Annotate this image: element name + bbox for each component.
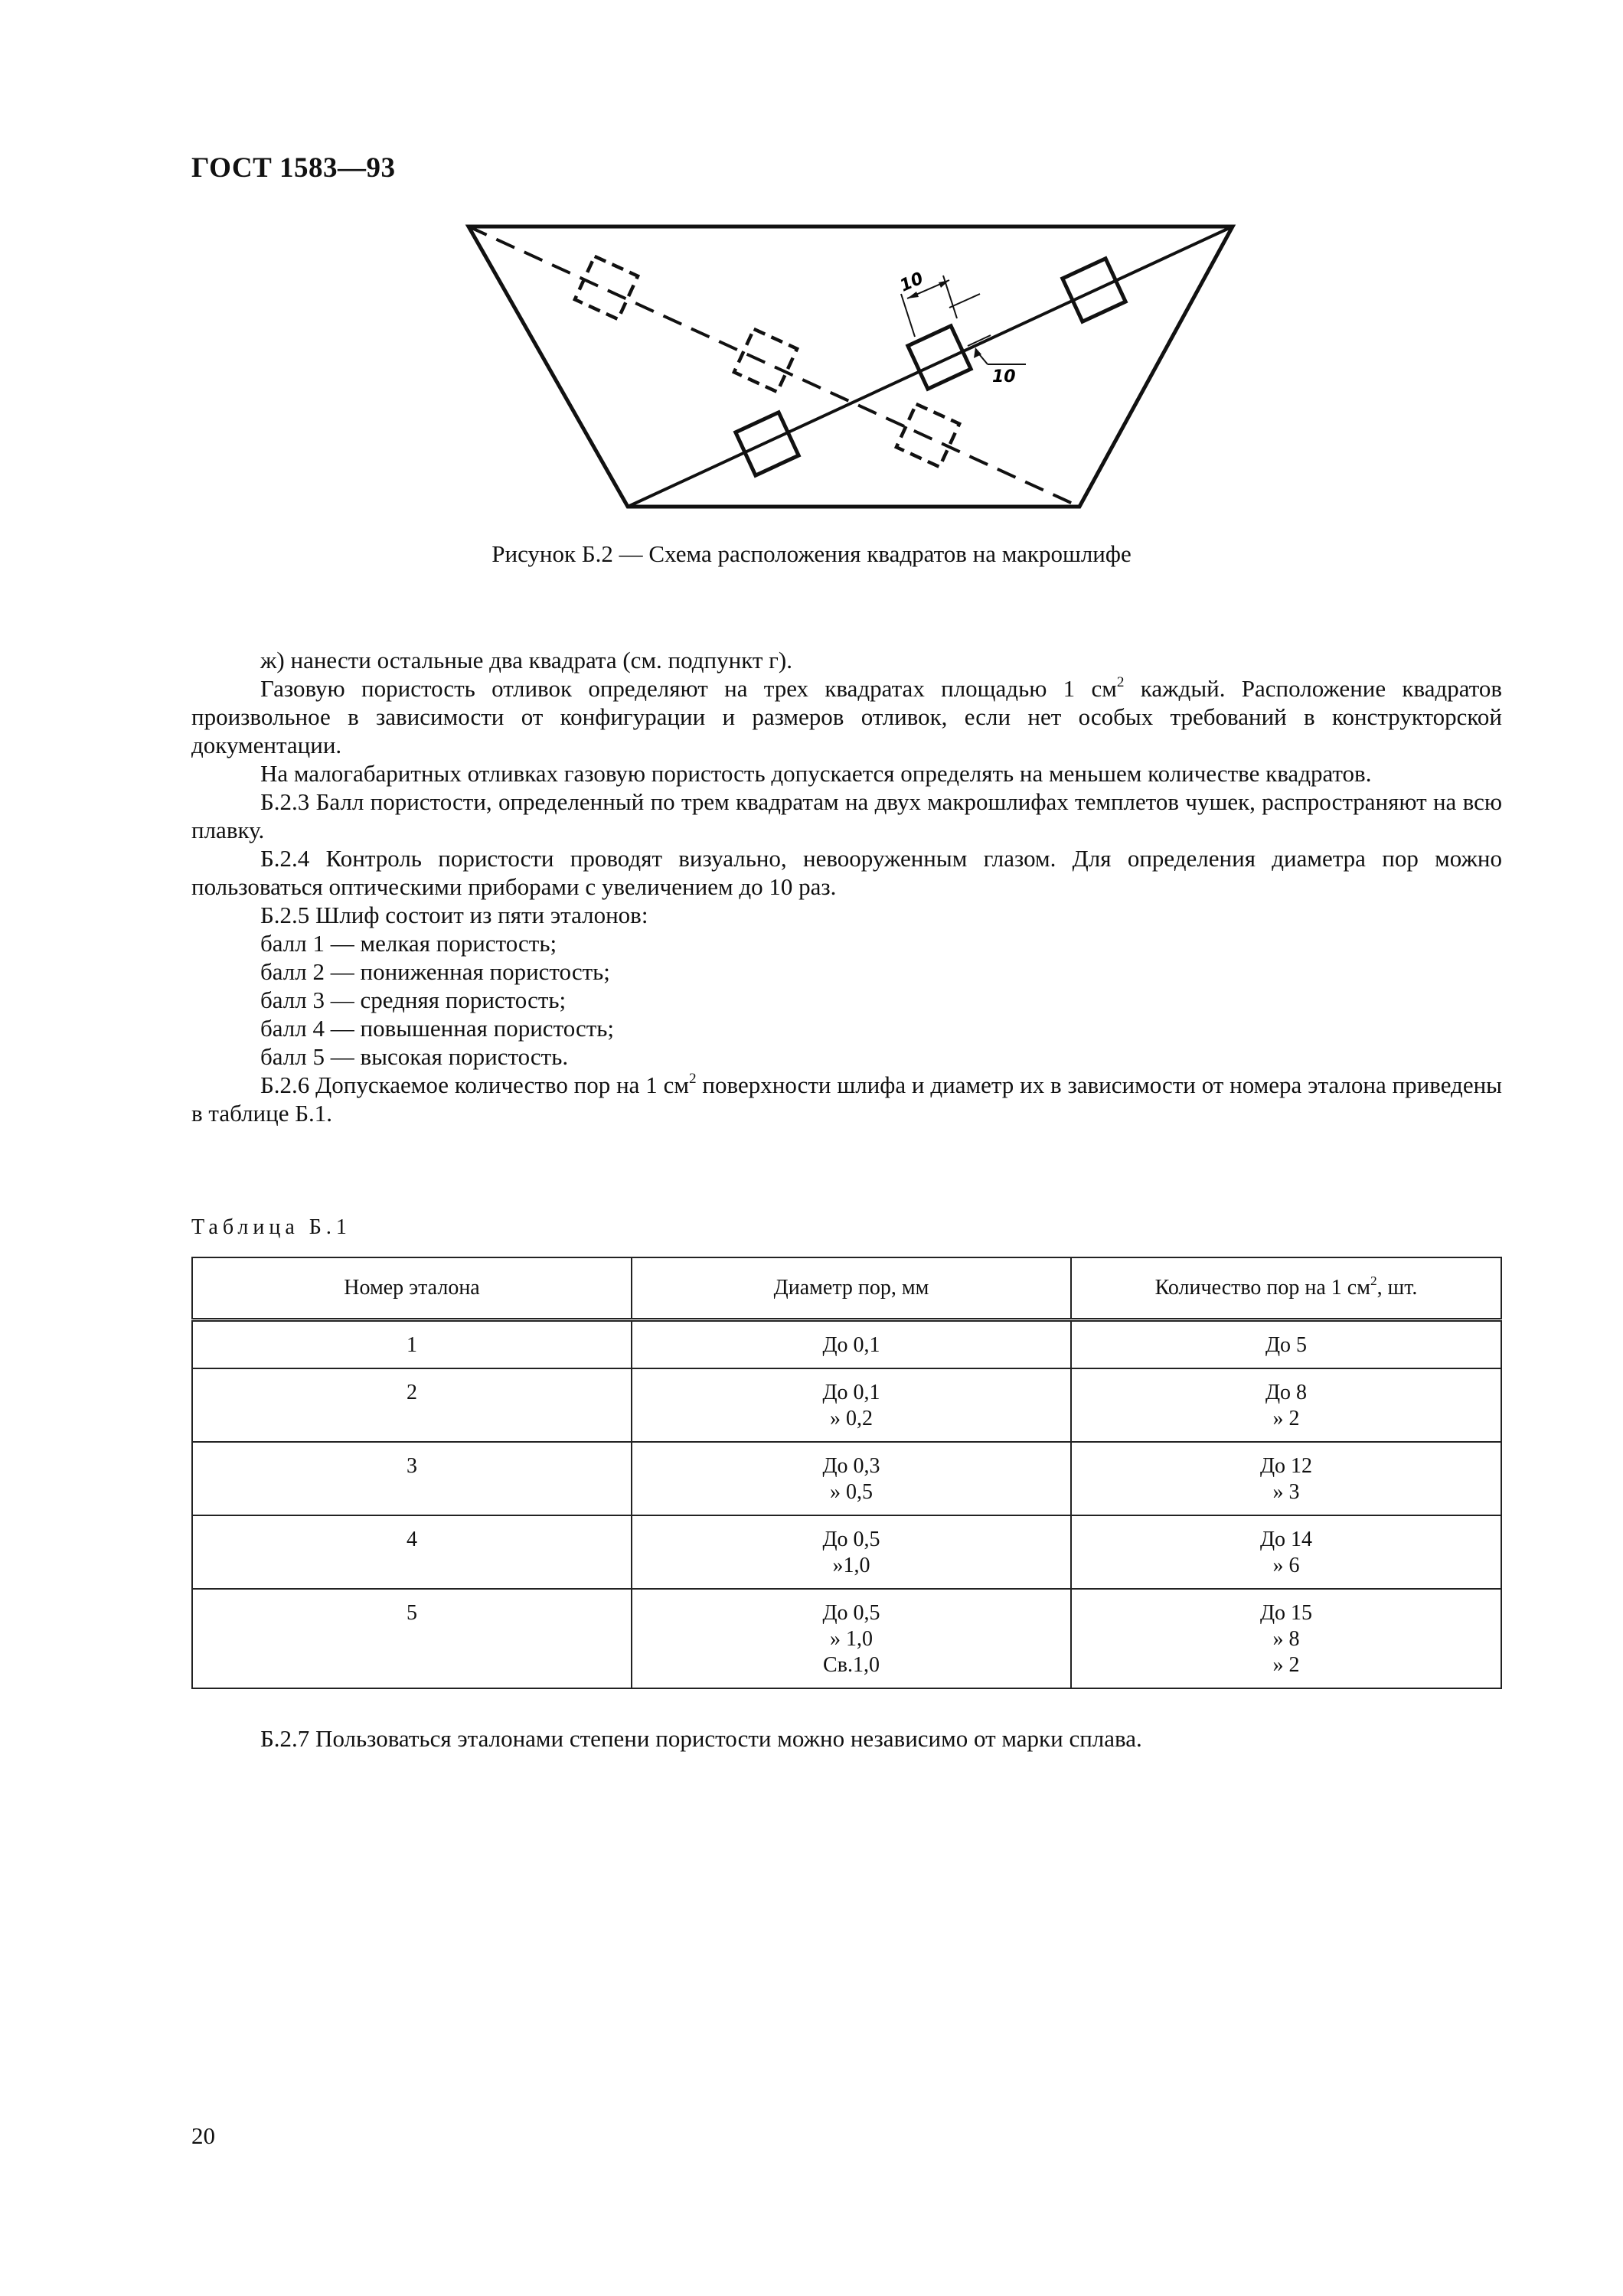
table-cell: До 14 » 6 xyxy=(1071,1515,1501,1589)
list-item: балл 4 — повышенная пористость; xyxy=(260,1015,615,1042)
paragraph: Б.2.6 Допускаемое количество пор на 1 $см^2$ поверхности шлифа и диаметр их в зависимости от номера эталона приведены в таблице Б.1. xyxy=(191,1070,1503,1127)
document-header: ГОСТ 1583—93 xyxy=(191,152,396,184)
table-cell: 4 xyxy=(192,1515,632,1589)
table-cell: До 8 » 2 xyxy=(1071,1368,1501,1442)
list-item: балл 2 — пониженная пористость; xyxy=(260,958,610,985)
solid-square-2 xyxy=(908,326,971,389)
table-cell: До 0,1 xyxy=(632,1320,1071,1369)
body-text xyxy=(191,646,1502,1127)
table-row xyxy=(192,1368,1501,1442)
table-cell: 2 xyxy=(192,1368,632,1442)
paragraph: Б.2.5 Шлиф состоит из пяти эталонов: xyxy=(260,902,648,928)
paragraph: На малогабаритных отливках газовую пористость допускается определять на меньшем количестве квадратов. xyxy=(260,760,1372,787)
table-cell: 5 xyxy=(192,1589,632,1688)
table-row xyxy=(192,1320,1501,1369)
table-cell: До 5 xyxy=(1071,1320,1501,1369)
table-cell: До 0,3 » 0,5 xyxy=(632,1442,1071,1515)
paragraph: Б.2.3 Балл пористости, определенный по трем квадратам на двух макрошлифах темплетов чушек, распространяют на всю плавку. xyxy=(191,788,1502,843)
dimension-label: 10 xyxy=(992,367,1016,386)
dashed-square-2 xyxy=(734,329,797,392)
dimension-label: 10 xyxy=(896,269,927,296)
list-item: балл 3 — средняя пористость; xyxy=(260,987,567,1013)
paragraph: Газовую пористость отливок определяют на трех квадратах площадью 1 $см^2$ каждый. Расположение квадратов произвольное в зависимости от конфигурации и размеров отливок, если нет особых требований в конструкторской документации. xyxy=(191,673,1502,758)
table-cell: До 0,5 » 1,0 Св.1,0 xyxy=(632,1589,1071,1688)
list-item: балл 1 — мелкая пористость; xyxy=(260,930,557,957)
list-item: балл 5 — высокая пористость. xyxy=(260,1043,569,1070)
table-cell: 3 xyxy=(192,1442,632,1515)
dashed-square-1 xyxy=(575,256,638,319)
column-header: Количество пор на 1 $см^2$, шт. xyxy=(1071,1257,1501,1320)
dashed-diagonal xyxy=(469,227,1079,507)
column-header: Диаметр пор, мм xyxy=(632,1257,1071,1320)
solid-square-1 xyxy=(736,413,798,475)
page-number: 20 xyxy=(191,2122,215,2149)
paragraph: Б.2.4 Контроль пористости проводят визуально, невооруженным глазом. Для определения диаметра пор можно пользоваться оптическими приборами с увеличением до 10 раз. xyxy=(191,845,1502,900)
table-row xyxy=(192,1515,1501,1589)
macrosection-scheme-figure xyxy=(459,214,1248,520)
paragraph: ж) нанести остальные два квадрата (см. подпункт г). xyxy=(260,647,792,673)
macrosection-outline xyxy=(469,227,1233,507)
table-cell: 1 xyxy=(192,1320,632,1369)
porosity-standards-table xyxy=(191,1257,1502,1689)
table-row xyxy=(192,1442,1501,1515)
final-paragraph: Б.2.7 Пользоваться эталонами степени пористости можно независимо от марки сплава. xyxy=(260,1725,1142,1752)
dimension-extension-line xyxy=(901,294,915,337)
figure-caption: Рисунок Б.2 — Схема расположения квадратов на макрошлифе xyxy=(491,540,1132,567)
dimension-arrow xyxy=(939,280,949,288)
table-row xyxy=(192,1589,1501,1688)
table-cell: До 12 » 3 xyxy=(1071,1442,1501,1515)
dimension-extension-line xyxy=(949,294,980,308)
solid-diagonal xyxy=(628,227,1233,507)
table-label: Таблица Б.1 xyxy=(191,1215,351,1239)
table-cell: До 0,5 »1,0 xyxy=(632,1515,1071,1589)
table-cell: До 0,1 » 0,2 xyxy=(632,1368,1071,1442)
table-cell: До 15 » 8 » 2 xyxy=(1071,1589,1501,1688)
column-header: Номер эталона xyxy=(192,1257,632,1320)
